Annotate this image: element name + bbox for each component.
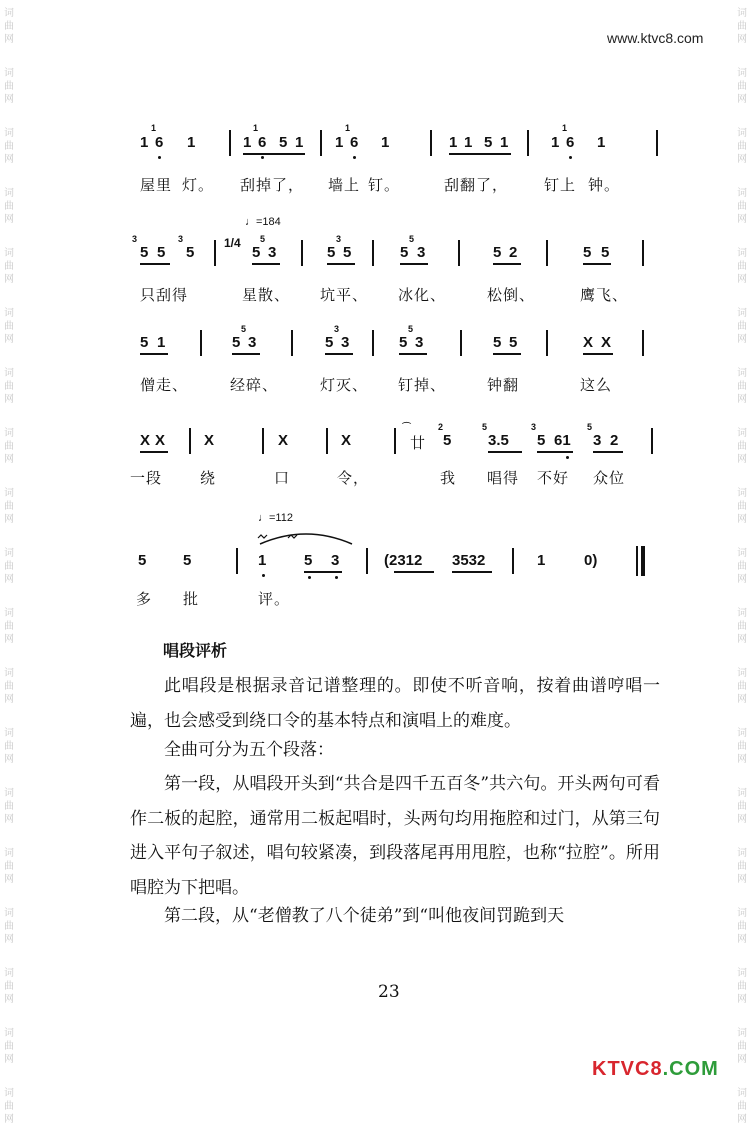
- lyric: 绕: [200, 469, 217, 487]
- lyric: 刮翻了，: [444, 176, 509, 194]
- note: 3532: [452, 552, 486, 569]
- watermark-glyph: 词: [737, 188, 747, 199]
- watermark-glyph: 曲: [737, 201, 747, 212]
- watermark-glyph: 网: [737, 634, 747, 645]
- watermark-glyph: 曲: [737, 441, 747, 452]
- note: 61: [554, 432, 571, 449]
- bar-line: [651, 428, 653, 454]
- watermark-glyph: 词: [737, 368, 747, 379]
- watermark-glyph: 词: [4, 548, 14, 559]
- note: 5: [279, 134, 288, 151]
- slur-mark: [256, 524, 356, 546]
- watermark-glyph: 词: [737, 248, 747, 259]
- watermark-glyph: 网: [4, 1054, 14, 1065]
- bar-line: [460, 330, 462, 356]
- note: 2: [610, 432, 619, 449]
- watermark-glyph: 曲: [737, 1041, 747, 1052]
- lyric: 唱得: [487, 469, 520, 487]
- note: 1: [335, 134, 344, 151]
- watermark-glyph: 曲: [737, 261, 747, 272]
- lyric: 口: [274, 469, 291, 487]
- watermark-glyph: 曲: [4, 381, 14, 392]
- watermark-glyph: 词: [737, 908, 747, 919]
- note: 5: [509, 334, 518, 351]
- lyric: 批: [183, 590, 200, 608]
- bar-line: [546, 330, 548, 356]
- watermark-glyph: 曲: [4, 741, 14, 752]
- watermark-glyph: 网: [737, 514, 747, 525]
- brand-logo[interactable]: [592, 1058, 719, 1081]
- bar-line: [512, 548, 514, 574]
- watermark-glyph: 词: [737, 668, 747, 679]
- watermark-glyph: 网: [4, 214, 14, 225]
- watermark-glyph: 词: [737, 608, 747, 619]
- watermark-glyph: 曲: [4, 201, 14, 212]
- watermark-glyph: 曲: [4, 921, 14, 932]
- watermark-glyph: 曲: [4, 501, 14, 512]
- brand-logo-part1: KTVC8: [592, 1058, 663, 1080]
- watermark-glyph: 词: [4, 8, 14, 19]
- note: 3: [268, 244, 277, 261]
- watermark-glyph: 词: [737, 1028, 747, 1039]
- watermark-glyph: 网: [4, 754, 14, 765]
- bar-line: [372, 330, 374, 356]
- note: 1: [500, 134, 509, 151]
- watermark-glyph: 词: [4, 128, 14, 139]
- note: 1: [243, 134, 252, 151]
- watermark-glyph: 词: [4, 848, 14, 859]
- bar-line: [366, 548, 368, 574]
- bar-line: [236, 548, 238, 574]
- time-signature: 1/4: [224, 236, 241, 250]
- bar-line: [394, 428, 396, 454]
- note: 1: [464, 134, 473, 151]
- final-bar-line-thick: [641, 546, 645, 576]
- watermark-glyph: 词: [4, 608, 14, 619]
- note: 5: [157, 244, 166, 261]
- watermark-glyph: 词: [737, 428, 747, 439]
- lyric: 星散、: [242, 286, 291, 304]
- watermark-glyph: 网: [4, 634, 14, 645]
- note: 1: [597, 134, 606, 151]
- lyric: 多: [136, 590, 153, 608]
- bar-line: [656, 130, 658, 156]
- watermark-glyph: 网: [737, 274, 747, 285]
- watermark-glyph: 曲: [4, 981, 14, 992]
- bar-line: [642, 330, 644, 356]
- note: 廿: [410, 435, 426, 452]
- tempo-mark: ♩=184: [245, 216, 281, 228]
- watermark-glyph: 网: [4, 994, 14, 1005]
- note: 5: [252, 244, 261, 261]
- paragraph: 此唱段是根据录音记谱整理的。即使不听音响，按着曲谱哼唱一遍，也会感受到绕口令的基本特点和演唱上的难度。: [130, 676, 660, 731]
- note: 0): [584, 552, 598, 569]
- watermark-glyph: 曲: [4, 1101, 14, 1112]
- watermark-glyph: 网: [737, 454, 747, 465]
- lyric: 刮掉了，: [240, 176, 305, 194]
- note: 6: [566, 134, 575, 151]
- note: 1: [551, 134, 560, 151]
- lyric: 钉上: [544, 176, 577, 194]
- watermark-glyph: 曲: [737, 741, 747, 752]
- note: X: [583, 334, 594, 351]
- lyric: 屋里: [140, 176, 173, 194]
- tempo-mark: ♩=112: [258, 512, 293, 524]
- watermark-glyph: 词: [4, 368, 14, 379]
- watermark-glyph: 网: [4, 274, 14, 285]
- bar-line: [458, 240, 460, 266]
- watermark-glyph: 曲: [737, 1101, 747, 1112]
- watermark-glyph: 曲: [737, 681, 747, 692]
- bar-line: [546, 240, 548, 266]
- note: 1: [381, 134, 390, 151]
- page-number: 23: [378, 982, 400, 1002]
- watermark-glyph: 曲: [737, 801, 747, 812]
- watermark-glyph: 网: [4, 694, 14, 705]
- note: 5: [138, 552, 147, 569]
- watermark-glyph: 网: [737, 754, 747, 765]
- paragraph: 第一段，从唱段开头到“共合是四千五百冬”共六句。开头两句可看作二板的起腔，通常用二板起唱时，头两句均用拖腔和过门，从第三句进入平句子叙述，唱句较紧凑，到段落尾再用甩腔，也称“拉腔”。所用唱腔为下把唱。: [130, 774, 660, 898]
- watermark-glyph: 网: [737, 934, 747, 945]
- paragraph: 第二段，从“老僧教了八个徒弟”到“叫他夜间罚跪到天: [164, 906, 565, 926]
- watermark-glyph: 曲: [4, 141, 14, 152]
- note: 1: [449, 134, 458, 151]
- watermark-glyph: 网: [4, 34, 14, 45]
- note: 5: [325, 334, 334, 351]
- watermark-glyph: 曲: [737, 621, 747, 632]
- watermark-glyph: 网: [737, 154, 747, 165]
- note: X: [278, 432, 289, 449]
- note: 5: [327, 244, 336, 261]
- watermark-glyph: 词: [4, 488, 14, 499]
- watermark-glyph: 词: [737, 548, 747, 559]
- bar-line: [527, 130, 529, 156]
- note: X: [140, 432, 151, 449]
- note: 5: [400, 244, 409, 261]
- watermark-glyph: 词: [4, 728, 14, 739]
- note: X: [341, 432, 352, 449]
- note: 5: [183, 552, 192, 569]
- bar-line: [430, 130, 432, 156]
- note: X: [155, 432, 166, 449]
- watermark-glyph: 词: [4, 68, 14, 79]
- note: 1: [140, 134, 149, 151]
- watermark-glyph: 词: [4, 308, 14, 319]
- lyric: 鹰飞、: [580, 286, 629, 304]
- watermark-glyph: 网: [4, 334, 14, 345]
- watermark-glyph: 曲: [737, 21, 747, 32]
- lyric: 一段: [130, 469, 163, 487]
- watermark-glyph: 网: [737, 1054, 747, 1065]
- watermark-glyph: 网: [737, 874, 747, 885]
- watermark-glyph: 曲: [737, 381, 747, 392]
- note: 5: [140, 334, 149, 351]
- watermark-glyph: 词: [4, 1088, 14, 1099]
- watermark-glyph: 曲: [737, 981, 747, 992]
- lyric: 冰化、: [398, 286, 447, 304]
- note: 6: [350, 134, 359, 151]
- watermark-glyph: 网: [737, 814, 747, 825]
- note: 1: [295, 134, 304, 151]
- watermark-glyph: 曲: [4, 621, 14, 632]
- watermark-glyph: 网: [737, 694, 747, 705]
- note: 1: [258, 552, 267, 569]
- bar-line: [372, 240, 374, 266]
- watermark-glyph: 曲: [737, 501, 747, 512]
- watermark-glyph: 网: [4, 94, 14, 105]
- watermark-glyph: 曲: [4, 441, 14, 452]
- bar-line: [291, 330, 293, 356]
- note: 6: [258, 134, 267, 151]
- watermark-column-right: [734, 0, 750, 1125]
- bar-line: [189, 428, 191, 454]
- note: 1: [537, 552, 546, 569]
- lyric: 众位: [593, 469, 626, 487]
- watermark-glyph: 曲: [737, 81, 747, 92]
- note: 1: [187, 134, 196, 151]
- watermark-glyph: 网: [4, 574, 14, 585]
- note: 5: [493, 334, 502, 351]
- note: 5: [583, 244, 592, 261]
- note: 5: [601, 244, 610, 261]
- watermark-glyph: 曲: [4, 261, 14, 272]
- lyric: 墙上: [328, 176, 361, 194]
- watermark-glyph: 网: [737, 574, 747, 585]
- note: 5: [304, 552, 313, 569]
- watermark-glyph: 网: [4, 514, 14, 525]
- note: 5: [484, 134, 493, 151]
- note: 5: [343, 244, 352, 261]
- lyric: 我: [440, 469, 457, 487]
- watermark-glyph: 词: [737, 128, 747, 139]
- note: 2: [509, 244, 518, 261]
- watermark-glyph: 网: [4, 454, 14, 465]
- lyric: 不好: [537, 469, 570, 487]
- watermark-glyph: 网: [4, 874, 14, 885]
- watermark-glyph: 词: [4, 1028, 14, 1039]
- lyric: 钟翻: [487, 376, 520, 394]
- watermark-glyph: 曲: [4, 801, 14, 812]
- watermark-glyph: 网: [737, 334, 747, 345]
- watermark-glyph: 网: [4, 1114, 14, 1125]
- watermark-glyph: 词: [737, 848, 747, 859]
- watermark-glyph: 曲: [737, 921, 747, 932]
- note: 5: [537, 432, 546, 449]
- note: 3: [415, 334, 424, 351]
- note: 5: [399, 334, 408, 351]
- watermark-glyph: 曲: [4, 81, 14, 92]
- lyric: 经碎、: [230, 376, 279, 394]
- note: 5: [443, 432, 452, 449]
- paragraph: 全曲可分为五个段落：: [164, 740, 334, 760]
- watermark-glyph: 词: [737, 308, 747, 319]
- watermark-glyph: 网: [737, 214, 747, 225]
- watermark-glyph: 词: [4, 788, 14, 799]
- watermark-glyph: 网: [737, 34, 747, 45]
- lyric: 评。: [258, 590, 291, 608]
- bar-line: [642, 240, 644, 266]
- watermark-glyph: 曲: [737, 321, 747, 332]
- watermark-glyph: 曲: [4, 21, 14, 32]
- watermark-glyph: 词: [737, 8, 747, 19]
- lyric: 钉。: [368, 176, 401, 194]
- lyric: 灯。: [182, 176, 215, 194]
- lyric: 松倒、: [487, 286, 536, 304]
- lyric: 坑平、: [320, 286, 369, 304]
- note: 5: [140, 244, 149, 261]
- bar-line: [200, 330, 202, 356]
- bar-line: [262, 428, 264, 454]
- watermark-glyph: 曲: [4, 321, 14, 332]
- note: X: [601, 334, 612, 351]
- bar-line: [214, 240, 216, 266]
- bar-line: [320, 130, 322, 156]
- watermark-glyph: 曲: [737, 141, 747, 152]
- bar-line: [229, 130, 231, 156]
- watermark-glyph: 曲: [4, 561, 14, 572]
- watermark-glyph: 词: [4, 188, 14, 199]
- watermark-glyph: 网: [737, 1114, 747, 1125]
- bar-line: [326, 428, 328, 454]
- watermark-glyph: 网: [4, 934, 14, 945]
- note: X: [204, 432, 215, 449]
- note: 5: [493, 244, 502, 261]
- lyric: 这么: [580, 376, 613, 394]
- note: 5: [186, 244, 195, 261]
- watermark-glyph: 网: [737, 394, 747, 405]
- watermark-glyph: 词: [4, 428, 14, 439]
- watermark-glyph: 网: [4, 814, 14, 825]
- watermark-glyph: 词: [737, 1088, 747, 1099]
- lyric: 僧走、: [140, 376, 189, 394]
- note: (2312: [384, 552, 423, 569]
- watermark-glyph: 曲: [4, 861, 14, 872]
- bar-line: [301, 240, 303, 266]
- lyric: 钟。: [588, 176, 621, 194]
- lyric: 只刮得: [140, 286, 189, 304]
- watermark-glyph: 曲: [4, 1041, 14, 1052]
- note: 3: [331, 552, 340, 569]
- watermark-glyph: 曲: [737, 861, 747, 872]
- brand-logo-part2: .COM: [662, 1058, 719, 1080]
- lyric: 令，: [337, 469, 370, 487]
- watermark-glyph: 网: [4, 154, 14, 165]
- note: 3: [593, 432, 602, 449]
- watermark-glyph: 词: [4, 968, 14, 979]
- watermark-glyph: 词: [737, 968, 747, 979]
- watermark-glyph: 曲: [737, 561, 747, 572]
- watermark-glyph: 词: [737, 488, 747, 499]
- note: 3: [248, 334, 257, 351]
- note: 3: [417, 244, 426, 261]
- lyric: 钉掉、: [398, 376, 447, 394]
- note: 1: [157, 334, 166, 351]
- lyric: 灯灭、: [320, 376, 369, 394]
- watermark-column-left: [0, 0, 16, 1125]
- note: 5: [232, 334, 241, 351]
- watermark-glyph: 词: [4, 248, 14, 259]
- note: 3: [341, 334, 350, 351]
- watermark-glyph: 词: [737, 728, 747, 739]
- watermark-glyph: 词: [4, 908, 14, 919]
- watermark-glyph: 曲: [4, 681, 14, 692]
- note: 6: [155, 134, 164, 151]
- section-title: 唱段评析: [163, 641, 228, 660]
- site-url[interactable]: www.ktvc8.com: [607, 30, 704, 46]
- watermark-glyph: 词: [737, 788, 747, 799]
- watermark-glyph: 网: [737, 94, 747, 105]
- watermark-glyph: 网: [4, 394, 14, 405]
- final-bar-line: [636, 546, 638, 576]
- watermark-glyph: 网: [737, 994, 747, 1005]
- note: 3.5: [488, 432, 509, 449]
- watermark-glyph: 词: [4, 668, 14, 679]
- watermark-glyph: 词: [737, 68, 747, 79]
